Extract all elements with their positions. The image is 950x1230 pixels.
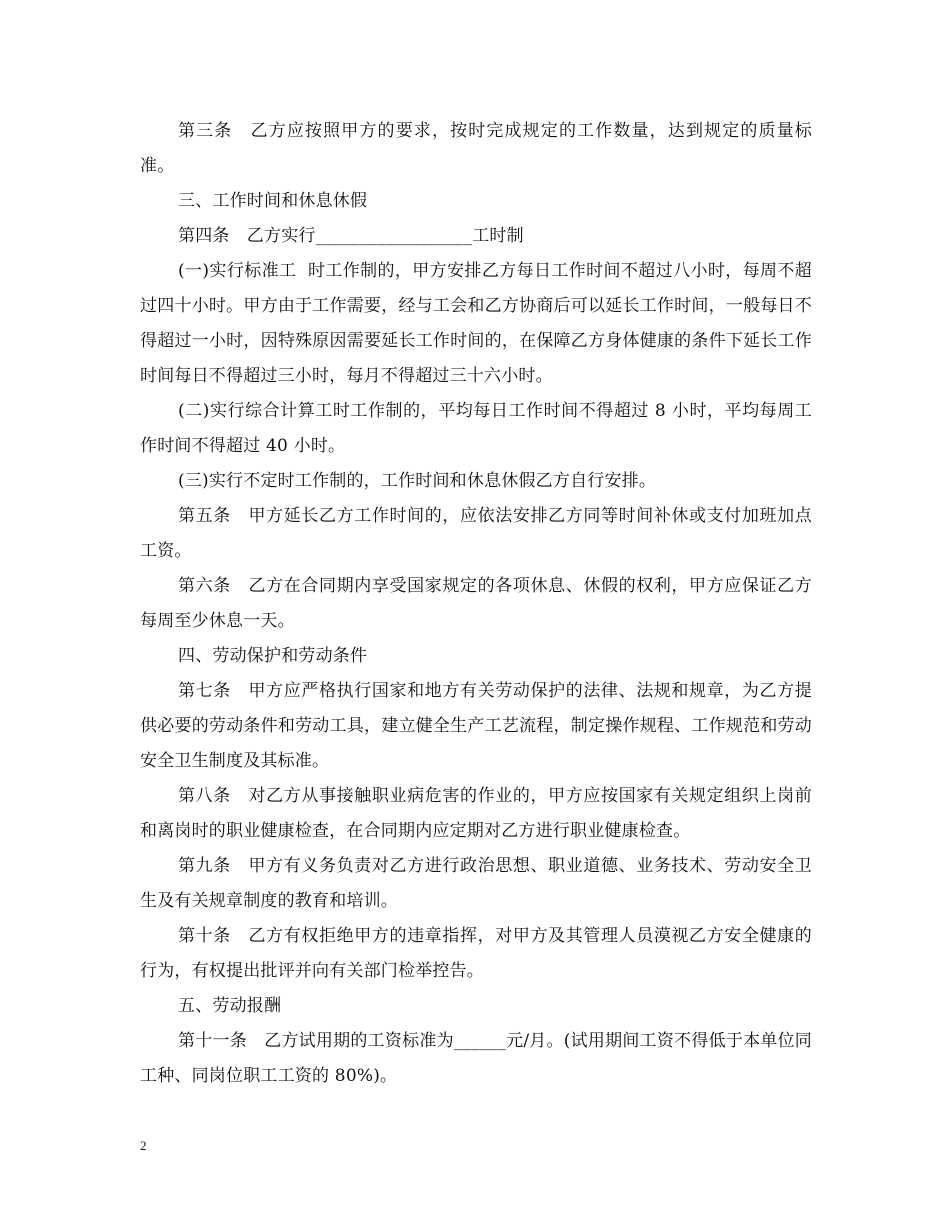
article-4: 第四条 乙方实行__________________工时制 [178, 226, 524, 246]
document-body [140, 114, 812, 1094]
clause-flexible-hours: (三)实行不定时工作制的，工作时间和休息休假乙方自行安排。 [178, 471, 657, 491]
article-8: 第八条 对乙方从事接触职业病危害的作业的，甲方应按国家有关规定组织上岗前和离岗时的职业健康检查，在合同期内应定期对乙方进行职业健康检查。 [140, 786, 812, 841]
article-10: 第十条 乙方有权拒绝甲方的违章指挥，对甲方及其管理人员漠视乙方安全健康的行为，有权提出批评并向有关部门检举控告。 [140, 926, 812, 981]
article-11: 第十一条 乙方试用期的工资标准为______元/月。(试用期间工资不得低于本单位同工种、同岗位职工工资的 80%)。 [140, 1031, 812, 1086]
clause-standard-hours: (一)实行标准工 时工作制的，甲方安排乙方每日工作时间不超过八小时，每周不超过四十小时。甲方由于工作需要，经与工会和乙方协商后可以延长工作时间，一般每日不得超过一小时，因特殊原因需要延长工作时间的，在保障乙方身体健康的条件下延长工作时间每日不得超过三小时，每月不得超过三十六小时。 [140, 261, 812, 386]
clause-comprehensive-hours: (二)实行综合计算工时工作制的，平均每日工作时间不得超过 8 小时，平均每周工作时间不得超过 40 小时。 [140, 401, 812, 456]
article-7: 第七条 甲方应严格执行国家和地方有关劳动保护的法律、法规和规章，为乙方提供必要的劳动条件和劳动工具，建立健全生产工艺流程，制定操作规程、工作规范和劳动安全卫生制度及其标准。 [140, 681, 812, 771]
article-5: 第五条 甲方延长乙方工作时间的，应依法安排乙方同等时间补休或支付加班加点工资。 [140, 506, 812, 561]
section-heading-working-hours: 三、工作时间和休息休假 [178, 191, 368, 211]
section-heading-labor-protection: 四、劳动保护和劳动条件 [178, 646, 368, 666]
page-number: 2 [140, 1138, 147, 1153]
article-6: 第六条 乙方在合同期内享受国家规定的各项休息、休假的权利，甲方应保证乙方每周至少休息一天。 [140, 576, 812, 631]
section-heading-remuneration: 五、劳动报酬 [178, 996, 282, 1016]
article-9: 第九条 甲方有义务负责对乙方进行政治思想、职业道德、业务技术、劳动安全卫生及有关规章制度的教育和培训。 [140, 856, 812, 911]
article-3: 第三条 乙方应按照甲方的要求，按时完成规定的工作数量，达到规定的质量标准。 [140, 121, 812, 176]
